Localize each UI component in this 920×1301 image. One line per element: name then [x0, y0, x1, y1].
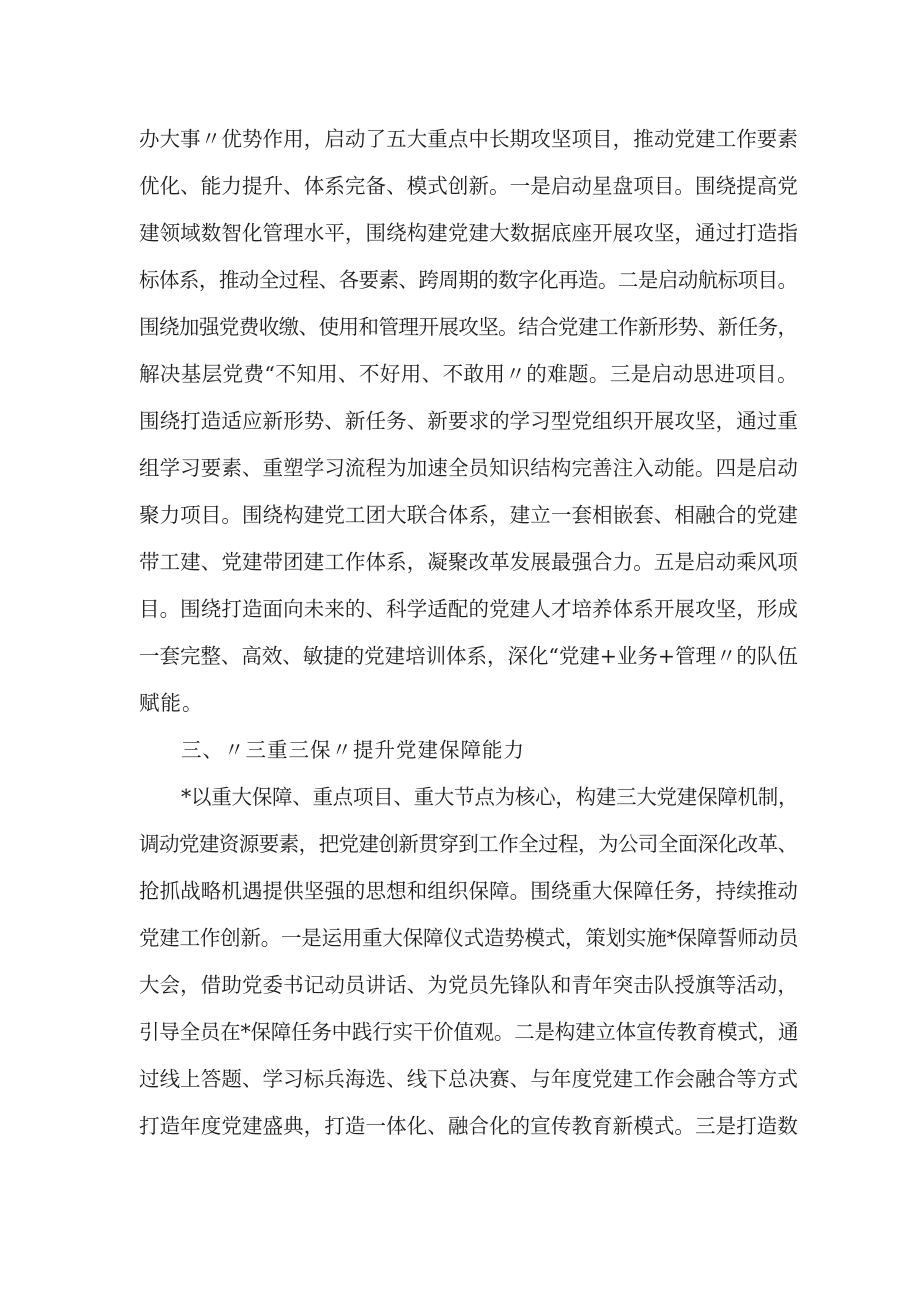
body-text-line: 调动党建资源要素，把党建创新贯穿到工作全过程，为公司全面深化改革、 [139, 832, 798, 856]
body-text-line: 解决基层党费“不知用、不好用、不敢用〃的难题。三是启动思进项目。 [139, 362, 798, 386]
body-text-line: 组学习要素、重塑学习流程为加速全员知识结构完善注入动能。四是启动 [139, 456, 798, 480]
body-text-line: 聚力项目。围绕构建党工团大联合体系，建立一套相嵌套、相融合的党建 [139, 503, 798, 527]
body-text-line: 建领域数智化管理水平，围绕构建党建大数据底座开展攻坚，通过打造指 [139, 221, 798, 245]
body-text-line: 目。围绕打造面向未来的、科学适配的党建人才培养体系开展攻坚，形成 [139, 597, 798, 621]
body-text-line: 大会，借助党委书记动员讲话、为党员先锋队和青年突击队授旗等活动， [139, 973, 798, 997]
body-text-line: 过线上答题、学习标兵海选、线下总决赛、与年度党建工作会融合等方式 [139, 1067, 798, 1091]
body-text-line: 抢抓战略机遇提供坚强的思想和组织保障。围绕重大保障任务，持续推动 [139, 879, 798, 903]
body-text-line: 办大事〃优势作用，启动了五大重点中长期攻坚项目，推动党建工作要素 [139, 127, 798, 151]
body-text-line: 党建工作创新。一是运用重大保障仪式造势模式，策划实施*保障誓师动员 [139, 926, 799, 950]
section-heading: 三、〃三重三保〃提升党建保障能力 [181, 738, 525, 762]
body-text-line: 引导全员在*保障任务中践行实干价值观。二是构建立体宣传教育模式，通 [139, 1020, 799, 1044]
body-text-line: 围绕加强党费收缴、使用和管理开展攻坚。结合党建工作新形势、新任务， [139, 315, 798, 339]
body-text-line: 标体系，推动全过程、各要素、跨周期的数字化再造。二是启动航标项目。 [139, 268, 798, 292]
body-text-line: 打造年度党建盛典，打造一体化、融合化的宣传教育新模式。三是打造数 [139, 1114, 798, 1138]
body-text-line: 一套完整、高效、敏捷的党建培训体系，深化“党建+业务+管理〃的队伍 [139, 644, 798, 668]
body-text-line: 赋能。 [139, 691, 204, 715]
body-text-line: 带工建、党建带团建工作体系，凝聚改革发展最强合力。五是启动乘风项 [139, 550, 798, 574]
body-text-line: *以重大保障、重点项目、重大节点为核心，构建三大党建保障机制， [181, 785, 799, 809]
body-text-line: 优化、能力提升、体系完备、模式创新。一是启动星盘项目。围绕提高党 [139, 174, 798, 198]
body-text-line: 围绕打造适应新形势、新任务、新要求的学习型党组织开展攻坚，通过重 [139, 409, 798, 433]
